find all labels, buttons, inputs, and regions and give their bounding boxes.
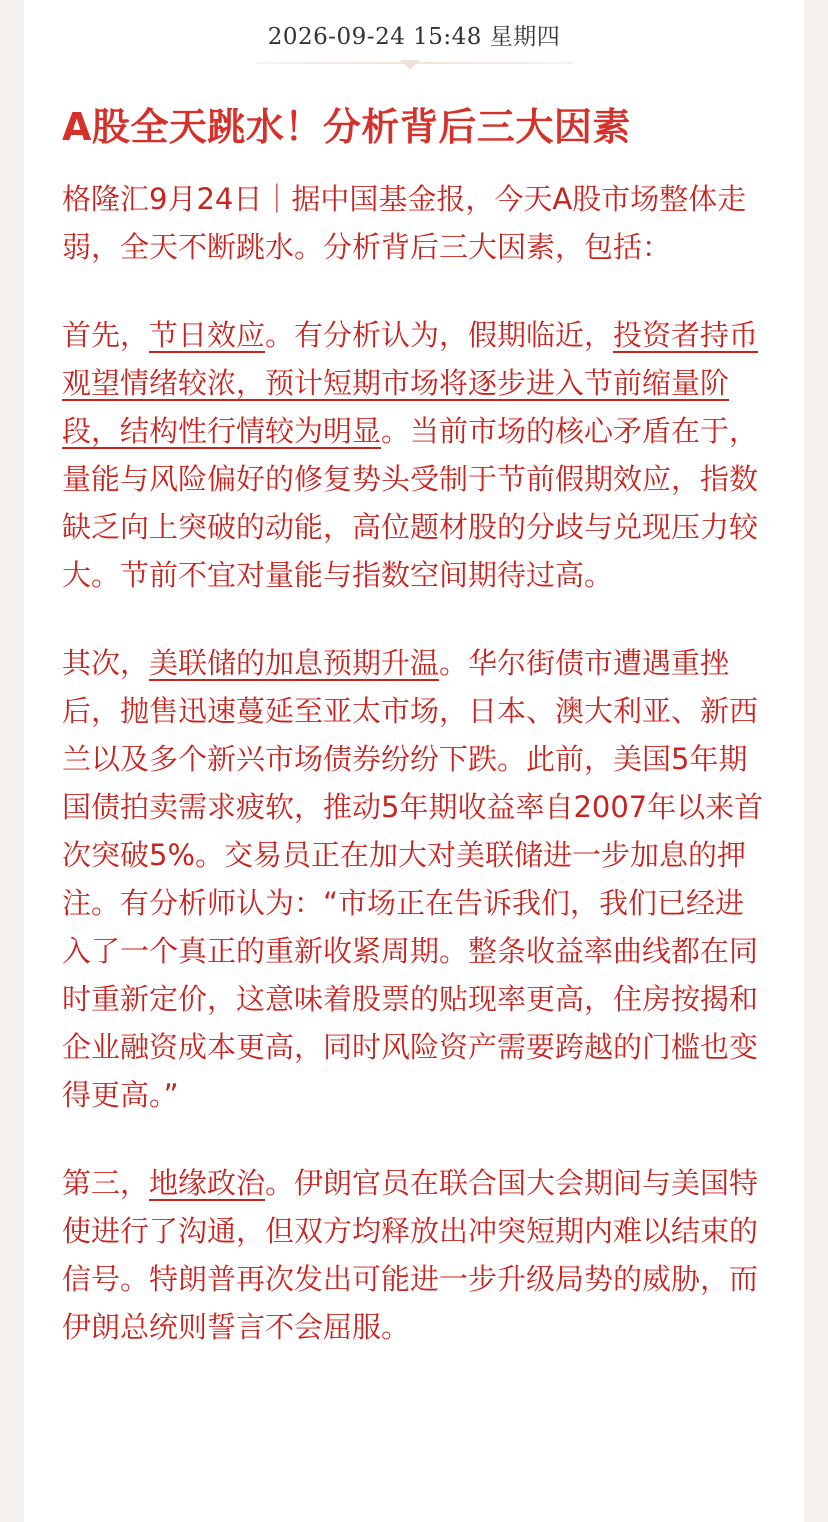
point-2-paragraph (62, 639, 768, 1119)
article-datetime: 2026-09-24 15:48 星期四 (267, 24, 561, 50)
point-2-lead: 其次， (62, 646, 150, 680)
point-3-lead: 第三， (62, 1166, 150, 1200)
point-2-rest: 。华尔街债市遭遇重挫后，抛售迅速蔓延至亚太市场，日本、澳大利亚、新西兰以及多个新兴市场债券纷纷下跌。此前，美国5年期国债拍卖需求疲软，推动5年期收益率自2007年以来首次突破5%。交易员正在加大对美联储进一步加息的押注。有分析师认为：“市场正在告诉我们，我们已经进入了一个真正的重新收紧周期。整条收益率曲线都在同时重新定价，这意味着股票的贴现率更高，住房按揭和企业融资成本更高，同时风险资产需要跨越的门槛也变得更高。” (62, 646, 764, 1112)
point-2-topic: 美联储的加息预期升温 (149, 646, 440, 680)
divider-notch (400, 60, 420, 70)
point-1-highlight: 投资者持币观望情绪较浓，预计短期市场将逐步进入节前缩量阶段，结构性行情较为明显 (62, 318, 759, 448)
intro-paragraph: 格隆汇9月24日｜据中国基金报，今天A股市场整体走弱，全天不断跳水。分析背后三大因素，包括： (62, 182, 747, 264)
point-1-topic: 节日效应 (149, 318, 266, 352)
article-body (62, 175, 768, 1391)
point-3-topic: 地缘政治 (149, 1166, 266, 1200)
point-3-rest: 。伊朗官员在联合国大会期间与美国特使进行了沟通，但双方均释放出冲突短期内难以结束的信号。特朗普再次发出可能进一步升级局势的威胁，而伊朗总统则誓言不会屈服。 (62, 1166, 759, 1344)
point-1-lead: 首先， (62, 318, 150, 352)
point-1-rest: 。当前市场的核心矛盾在于，量能与风险偏好的修复势头受制于节前假期效应，指数缺乏向上突破的动能，高位题材股的分歧与兑现压力较大。节前不宜对量能与指数空间期待过高。 (62, 414, 759, 592)
point-1-paragraph (62, 311, 768, 599)
article-title: A股全天跳水！分析背后三大因素 (62, 105, 631, 149)
point-3-paragraph (62, 1159, 768, 1351)
point-1-mid: 。有分析认为，假期临近， (265, 318, 614, 352)
